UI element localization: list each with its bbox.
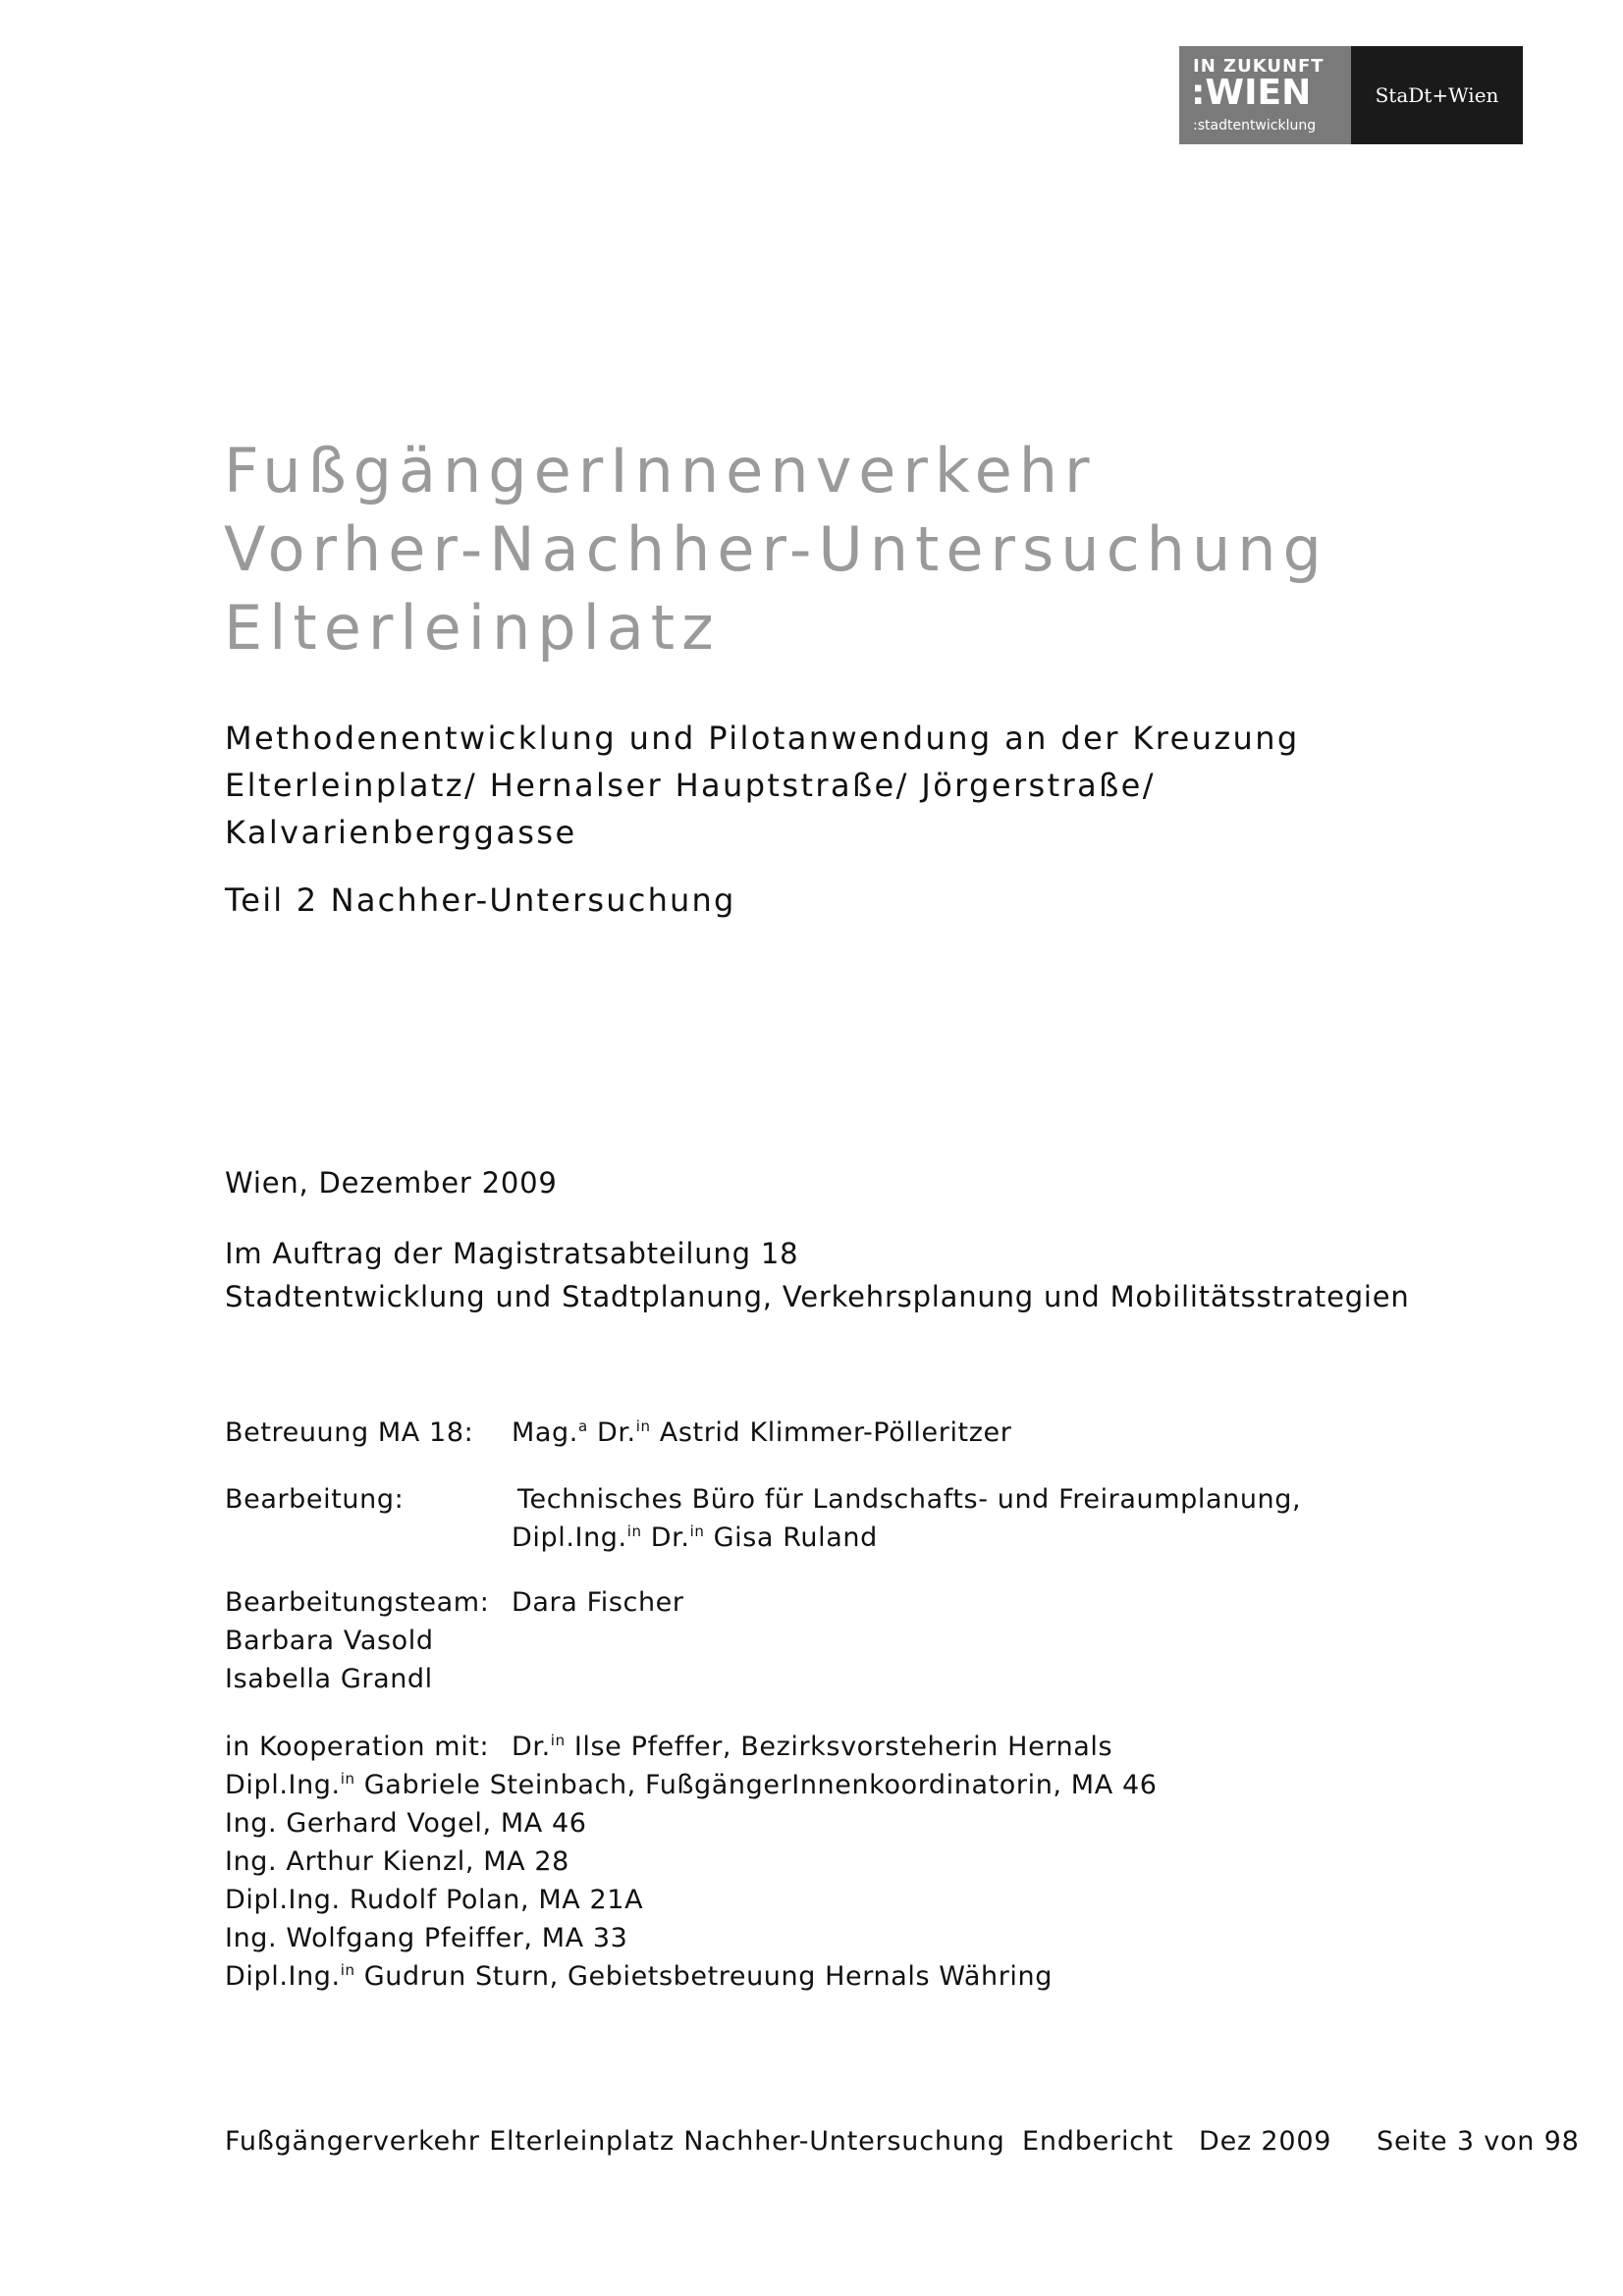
koop-2-title: Dipl.Ing.: [225, 1770, 341, 1800]
document-subtitle: [225, 715, 1300, 856]
betreuung-title1: Mag.: [512, 1417, 578, 1448]
koop-partner-7: [225, 1961, 1053, 1992]
title-line1: FußgängerInnenverkehr: [224, 435, 1097, 507]
bearbeitung-label: Bearbeitung:: [225, 1484, 405, 1515]
koop-label: in Kooperation mit:: [225, 1732, 490, 1762]
document-title: [224, 432, 1328, 667]
team-member-1: Dara Fischer: [512, 1587, 684, 1618]
footer-type: Endbericht: [1022, 2126, 1174, 2157]
bearbeitung-title2: Dr.: [641, 1522, 690, 1553]
subtitle-line1: Methodenentwicklung und Pilotanwendung an der Kreuzung: [225, 720, 1300, 757]
koop-2-sup: in: [340, 1770, 355, 1788]
subtitle-line3: Kalvarienberggasse: [225, 814, 577, 851]
title-line2: Vorher-Nachher-Untersuchung: [224, 513, 1328, 585]
bearbeitung-line1: Technisches Büro für Landschafts- und Freiraumplanung,: [517, 1484, 1302, 1515]
koop-1-name: Ilse Pfeffer, Bezirksvorsteherin Hernals: [565, 1732, 1113, 1762]
betreuung-name: Astrid Klimmer-Pölleritzer: [650, 1417, 1012, 1448]
document-part: Teil 2 Nachher-Untersuchung: [225, 881, 736, 919]
subtitle-line2: Elterleinplatz/ Hernalser Hauptstraße/ Jörgerstraße/: [225, 767, 1156, 804]
commission-line2: Stadtentwicklung und Stadtplanung, Verkehrsplanung und Mobilitätsstrategien: [225, 1280, 1410, 1313]
team-member-2: Barbara Vasold: [225, 1626, 434, 1656]
bearbeitung-title1: Dipl.Ing.: [512, 1522, 627, 1553]
logo-line3: :stadtentwicklung: [1193, 118, 1317, 133]
logo-in-zukunft-wien: [1179, 46, 1351, 144]
koop-partner-6: Ing. Wolfgang Pfeiffer, MA 33: [225, 1923, 628, 1953]
logo-stadt-wien: [1351, 46, 1523, 144]
koop-partner-1: [512, 1732, 1112, 1762]
koop-7-title: Dipl.Ing.: [225, 1961, 341, 1992]
team-member-3: Isabella Grandl: [225, 1664, 433, 1694]
koop-2-name: Gabriele Steinbach, FußgängerInnenkoordinatorin, MA 46: [354, 1770, 1158, 1800]
footer-document: Fußgängerverkehr Elterleinplatz Nachher-Untersuchung: [225, 2126, 1005, 2157]
team-label: Bearbeitungsteam:: [225, 1587, 490, 1618]
koop-partner-5: Dipl.Ing. Rudolf Polan, MA 21A: [225, 1885, 644, 1915]
place-date: Wien, Dezember 2009: [225, 1166, 558, 1200]
logo-line2: :WIEN: [1191, 73, 1312, 113]
koop-7-sup: in: [340, 1961, 355, 1979]
title-line3: Elterleinplatz: [224, 592, 721, 664]
betreuung-value: [512, 1417, 1011, 1448]
betreuung-sup1: a: [577, 1417, 588, 1435]
koop-1-title: Dr.: [512, 1732, 551, 1762]
betreuung-label: Betreuung MA 18:: [225, 1417, 474, 1448]
commission-line1: Im Auftrag der Magistratsabteilung 18: [225, 1237, 799, 1270]
bearbeitung-sup1: in: [626, 1522, 642, 1540]
footer-page-number: Seite 3 von 98: [1377, 2126, 1580, 2157]
koop-partner-4: Ing. Arthur Kienzl, MA 28: [225, 1846, 569, 1877]
koop-7-name: Gudrun Sturn, Gebietsbetreuung Hernals Währing: [354, 1961, 1053, 1992]
bearbeitung-name: Gisa Ruland: [704, 1522, 878, 1553]
footer-date: Dez 2009: [1199, 2126, 1332, 2157]
betreuung-sup2: in: [635, 1417, 651, 1435]
koop-partner-2: [225, 1770, 1158, 1800]
logo-right-text: StaDt+Wien: [1375, 83, 1499, 107]
logo-line1: IN ZUKUNFT: [1193, 56, 1325, 77]
bearbeitung-sup2: in: [689, 1522, 705, 1540]
betreuung-title2: Dr.: [587, 1417, 636, 1448]
logo: [1179, 46, 1523, 144]
bearbeitung-line2: [512, 1522, 878, 1553]
koop-1-sup: in: [550, 1732, 566, 1749]
koop-partner-3: Ing. Gerhard Vogel, MA 46: [225, 1808, 587, 1839]
